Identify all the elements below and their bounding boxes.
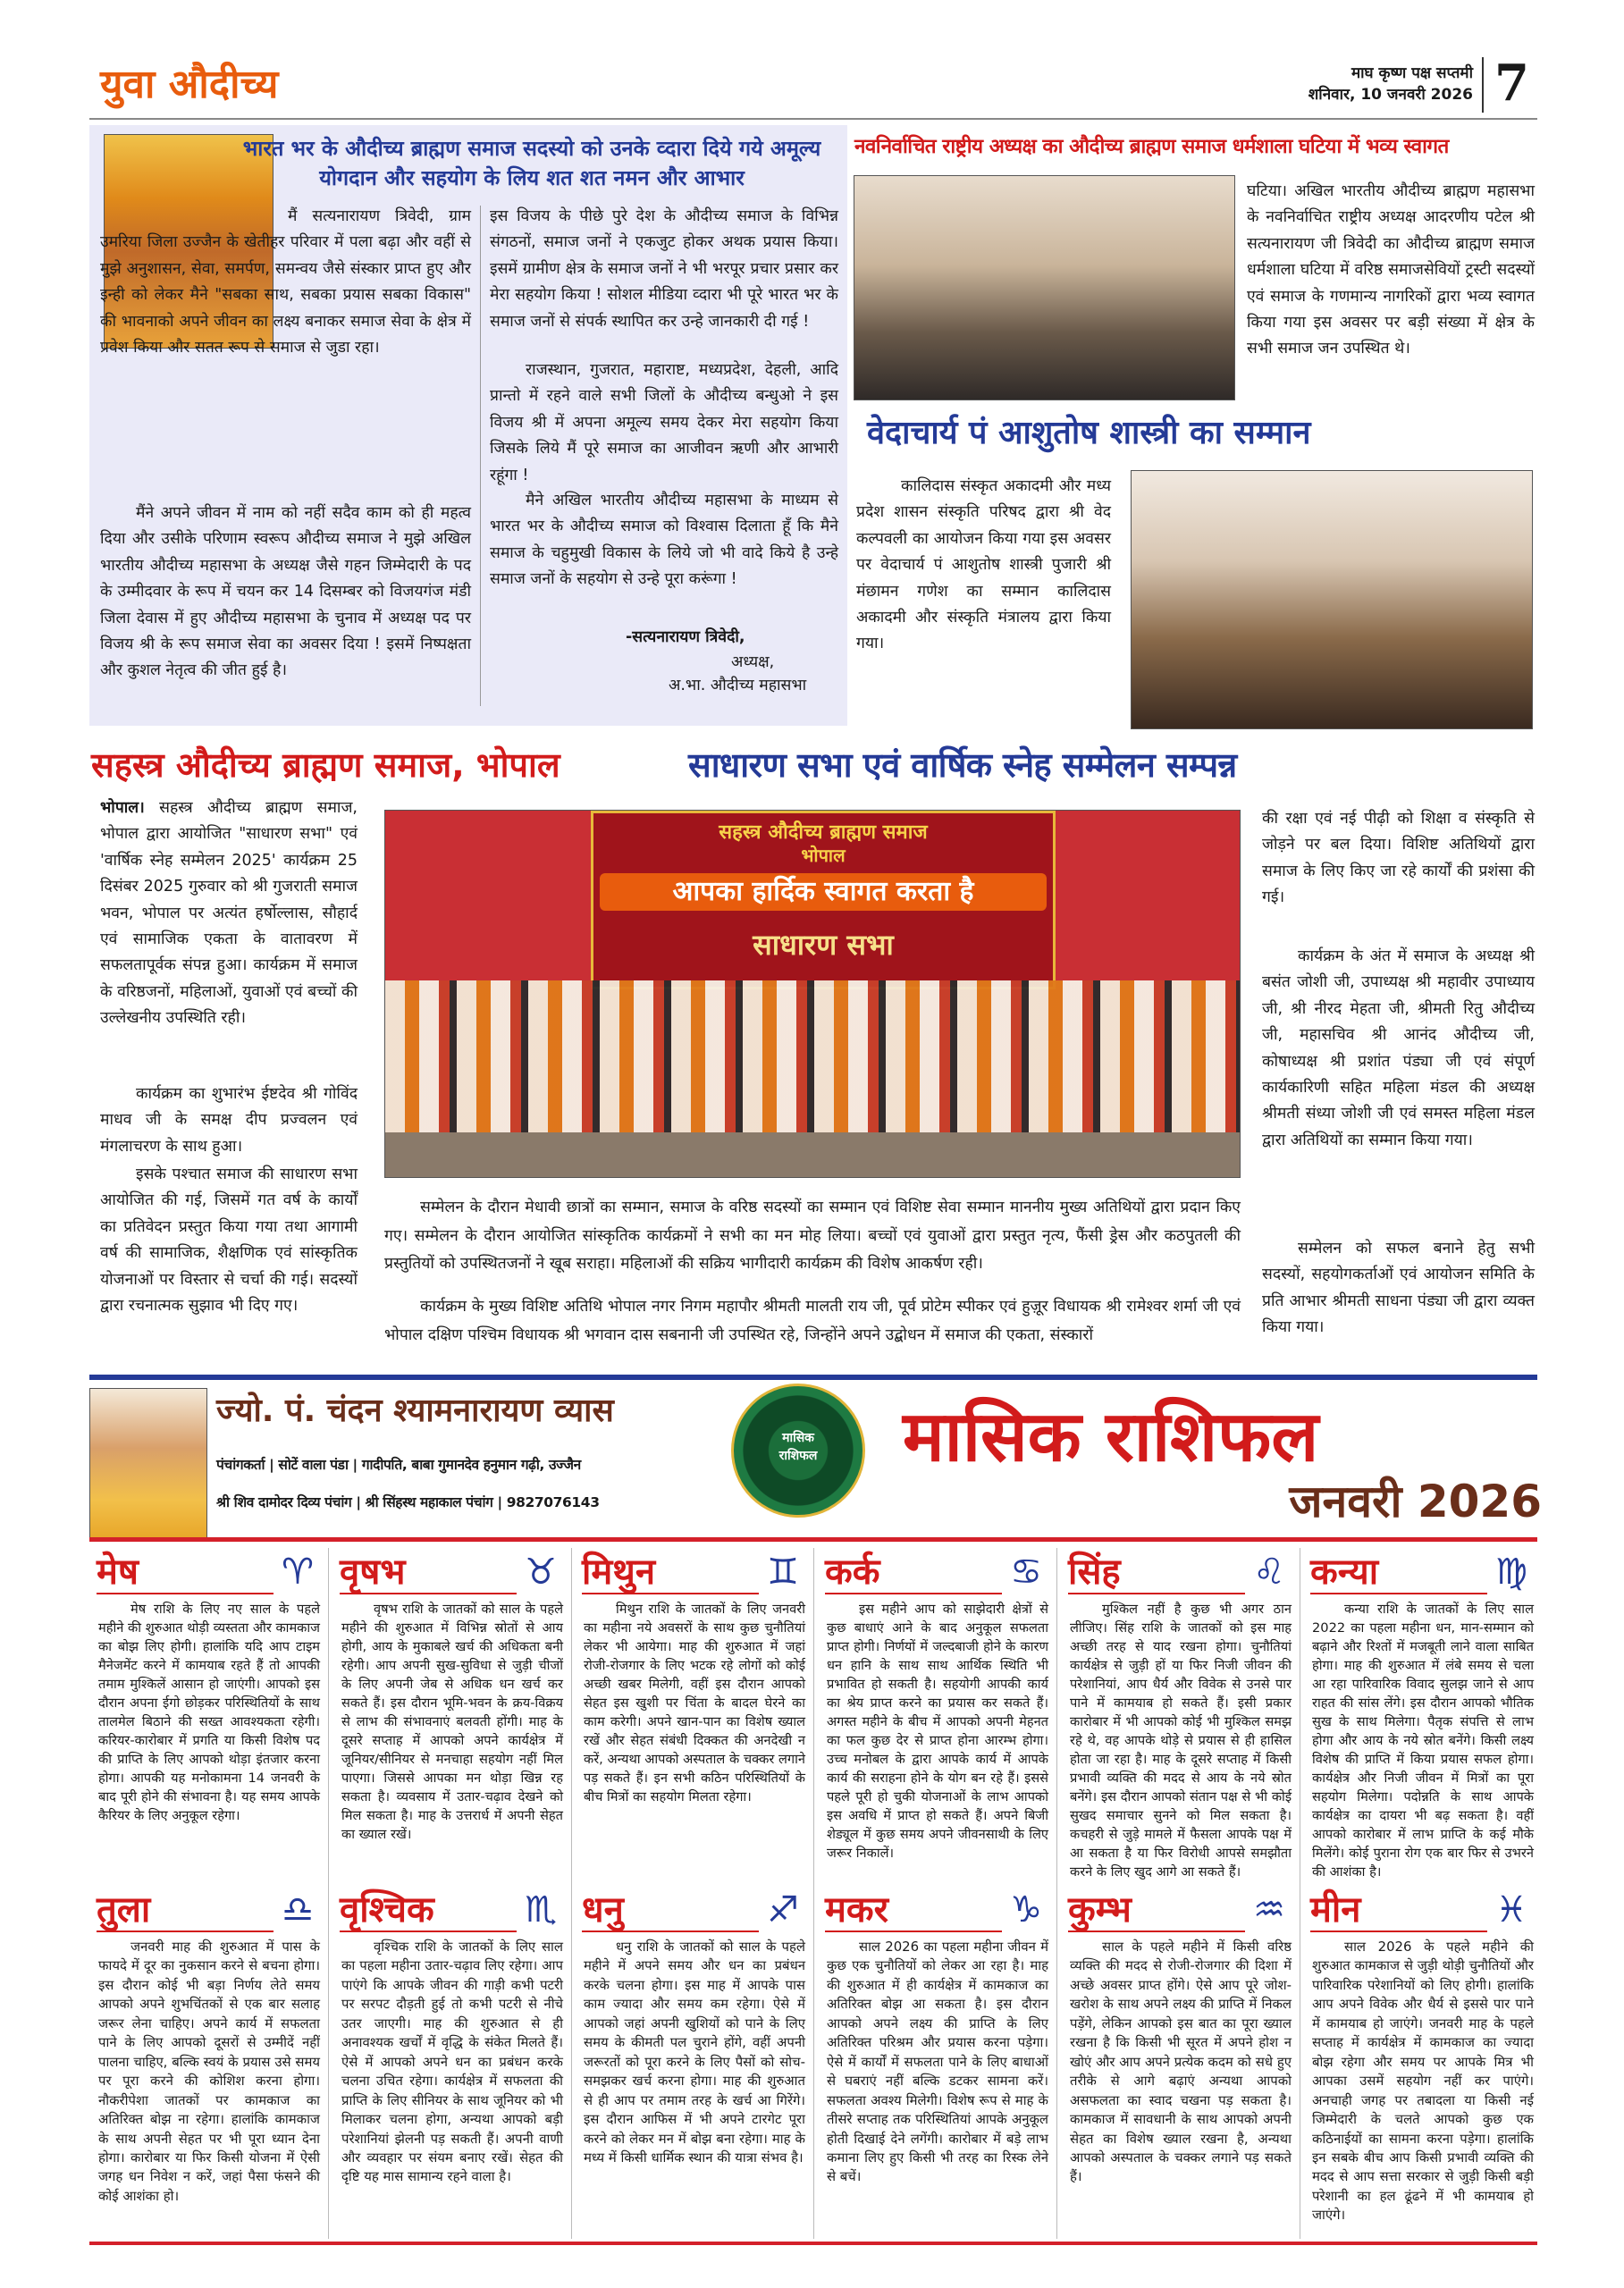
- signature-org: अ.भा. औदीच्य महासभा: [669, 677, 807, 694]
- rashi-name: मिथुन: [582, 1552, 656, 1593]
- rashi-card: [1061, 1886, 1300, 2239]
- rashi-prediction: इस महीने आप को साझेदारी क्षेत्रों से कुछ बाधाएं आने के बाद अनुकूल सफलता प्राप्त होगी। निर्णयों में जल्दबाजी होने के कारण धन हानि के साथ साथ आर्थिक स्थिति भी प्रभावित हो सकती है। सहयोगी आपकी कार्य का श्रेय प्राप्त करने का प्रयास कर सकते हैं। अगस्त महीने के बीच में आपको अपनी मेहनत का फल कुछ देर से प्राप्त होना आरम्भ होगा। उच्च मनोबल के द्वारा आपके कार्य में आपके कार्य की सराहना होने के योग बन रहे हैं। इससे पहले पूरी हो चुकी योजनाओं के लाभ आपको इस अवधि में प्राप्त हो सकते हैं। अपने बिजी शेड्यूल में कुछ समय अपने जीवनसाथी के लिए जरूर निकालें।: [827, 1602, 1048, 1861]
- rashi-name: धनु: [582, 1889, 624, 1930]
- zodiac-sign-icon: ♌: [1253, 1552, 1285, 1593]
- rashi-underline: [582, 1930, 759, 1932]
- zodiac-sign-icon: ♋: [1010, 1552, 1042, 1593]
- rashi-underline: [1310, 1593, 1487, 1594]
- article-thanks-headline: भारत भर के औदीच्य ब्राह्मण समाज सदस्यो को उनके व्दारा दिये गये अमूल्य योगदान और सहयोग के लिय शत शत नमन और आभार: [242, 136, 821, 191]
- bhopal-left-p1-text: सहस्त्र औदीच्य ब्राह्मण समाज, भोपाल द्वारा आयोजित "साधारण सभा" एवं 'वार्षिक स्नेह सम्मेलन 2025' कार्यक्रम 25 दिसंबर 2025 गुरुवार को श्री गुजराती समाज भवन, भोपाल पर अत्यंत हर्षोल्लास, सौहार्द एवं सामाजिक एकता के वातावरण में सफलतापूर्वक संपन्न हुआ। कार्यक्रम में समाज के वरिष्ठजनों, महिलाओं, युवाओं एवं बच्चों की उल्लेखनीय उपस्थिति रही।: [100, 799, 358, 1028]
- rashi-underline: [1310, 1930, 1487, 1932]
- rashi-card: [1061, 1548, 1300, 1886]
- honor-event-photo: [1131, 470, 1533, 729]
- rashi-card: [1303, 1886, 1543, 2239]
- bhopal-left-p1: [100, 795, 358, 1032]
- wheel-label-1: मासिक: [782, 1431, 814, 1445]
- date-day: शनिवार, 10 जनवरी 2026: [1308, 86, 1473, 104]
- rashi-prediction: जनवरी माह की शुरुआत में पास के फायदे में दूर का नुकसान करने से बचना होगा। इस दौरान कोई भी बड़ा निर्णय लेते समय आपको अपने शुभचिंतकों से एक बार सलाह जरूर लेना चाहिए। अपने कार्य में सफलता पाने के लिए आपको दूसरों से उम्मीदें नहीं पालना चाहिए, बल्कि स्वयं के प्रयास उसे समय पर पूरा करने की कोशिश करना होगा। नौकरीपेशा जातकों पर कामकाज का अतिरिक्त बोझ ना रहेगा। हालांकि कामकाज के साथ अपनी सेहत पर भी पूरा ध्यान देना होगा। कारोबार या फिर किसी योजना में ऐसी जगह धन निवेश न करें, जहां पैसा फंसने की कोई आशंका हो।: [98, 1939, 320, 2204]
- rashi-prediction: मुश्किल नहीं है कुछ भी अगर ठान लीजिए। सिंह राशि के जातकों को इस माह अच्छी तरह से याद रखना होगा। चुनौतियां कार्यक्षेत्र से जुड़ी हों या फिर निजी जीवन की परेशानियां, आप धैर्य और विवेक से उनसे पार पाने में कामयाब हो सकते हैं। इसी प्रकार कारोबार में भी आपको कोई भी मुश्किल समझ रहे थे, वह आपके थोड़े से प्रयास से ही हासिल होता जा रहा है। माह के दूसरे सप्ताह में किसी प्रभावी व्यक्ति की मदद से आय के नये स्रोत बनेंगे। इस दौरान आपको संतान पक्ष से भी कोई सुखद समाचार सुनने को मिल सकता है। कचहरी से जुड़े मामले में फैसला आपके पक्ष में आ सकता है या फिर विरोधी आपसे समझौता करने के लिए खुद आगे आ सकते हैं।: [1070, 1602, 1292, 1880]
- rashi-card: [89, 1886, 329, 2239]
- article-thanks-col2-p2: राजस्थान, गुजरात, महाराष्ट, मध्यप्रदेश, देहली, आदि प्रान्तो में रहने वाले सभी जिलों के औदीच्य बन्धुओ ने इस विजय श्री में अपना अमूल्य समय देकर मेरा सहयोग किया जिसके लिये मैं पूरे समाज का आजीवन ऋणी और आभारी रहूंगा !: [490, 361, 838, 484]
- zodiac-sign-icon: ♎: [282, 1889, 314, 1930]
- zodiac-sign-icon: ♊: [767, 1552, 799, 1593]
- rashi-prediction: मिथुन राशि के जातकों के लिए जनवरी का महीना नये अवसरों के साथ कुछ चुनौतियां लेकर भी आयेगा। माह की शुरुआत में जहां रोजी-रोजगार के लिए भटक रहे लोगों को कोई अच्छी खबर मिलेगी, वहीं इस दौरान आपको सेहत इस खुशी पर चिंता के बादल घेरने का काम करेगी। अपने खान-पान का विशेष ख्याल रखें और सेहत संबंधी दिक्कत की अनदेखी न करें, अन्यथा आपको अस्पताल के चक्कर लगाने पड़ सकते हैं। इन सभी कठिन परिस्थितियों के बीच मित्रों का सहयोग मिलता रहेगा।: [584, 1602, 805, 1804]
- article-thanks-col1-p2: मैंने अपने जीवन में नाम को नहीं सदैव काम को ही महत्व दिया और उसीके परिणाम स्वरूप औदीच्य समाज ने मुझे अखिल भारतीय औदीच्य महासभा के अध्यक्ष जैसे गहन जिम्मेदारी के पद के उम्मीदवार के रूप में चयन कर 14 दिसम्बर को विजयगंज मंडी जिला देवास में हुए औदीच्य महासभा के चुनाव में अध्यक्ष पद पर विजय श्री के रूप समाज सेवा का अवसर दिया ! इसमें निष्पक्षता और कुशल नेतृत्व की जीत हुई है।: [100, 504, 471, 680]
- rashi-name: मेष: [97, 1552, 139, 1593]
- rashi-prediction: मेष राशि के लिए नए साल के पहले महीने की शुरुआत थोड़ी व्यस्तता और कामकाज का बोझ लिए होगी। हालांकि यदि आप टाइम मैनेजमेंट करने में कामयाब रहते हैं तो आपकी तमाम मुश्किलें आसान हो जाएंगी। आपको इस दौरान अपना ईगो छोड़कर परिस्थितियों के साथ तालमेल बिठाने की सख्त आवश्यकता रहेगी। करियर-कारोबार में प्रगति या किसी विशेष पद की प्राप्ति के लिए आपको थोड़ा इंतजार करना होगा। आपकी यह मनोकामना 14 जनवरी के बाद पूरी होने की संभावना है। यह समय आपके कैरियर के लिए अनुकूल रहेगा।: [98, 1602, 320, 1823]
- masthead: [100, 59, 395, 111]
- banner-sabha: साधारण सभा: [753, 928, 894, 962]
- brand-title: युवा औदीच्य: [100, 62, 279, 107]
- rashi-name: वृषभ: [340, 1552, 406, 1593]
- signature-name: -सत्यनारायण त्रिवेदी,: [626, 628, 745, 646]
- article-thanks-col2-p3: मैने अखिल भारतीय औदीच्य महासभा के माध्यम से भारत भर के औदीच्य समाज को विश्वास दिलाता हूँ कि मैने समाज के चहुमुखी विकास के लिये जो भी वादे किये है उन्हे समाज जनों के सहयोग से उन्हे पूरा करूंगा !: [490, 492, 838, 589]
- page-number: 7: [1494, 54, 1529, 113]
- astrologer-line3: श्री शिव दामोदर दिव्य पंचांग | श्री सिंहस्थ महाकाल पंचांग | 9827076143: [216, 1494, 600, 1510]
- article-welcome-headline: नवनिर्वाचित राष्ट्रीय अध्यक्ष का औदीच्य ब्राह्मण समाज धर्मशाला घटिया में भव्य स्वागत: [854, 135, 1449, 158]
- rashi-underline: [1068, 1593, 1245, 1594]
- rashi-name: मकर: [825, 1889, 888, 1930]
- rashifal-top-rule: [89, 1375, 1537, 1380]
- banner-line1: सहस्त्र औदीच्य ब्राह्मण समाज: [719, 821, 928, 844]
- article-thanks-col2-p1: इस विजय के पीछे पुरे देश के औदीच्य समाज के विभिन्न संगठनों, समाज जनों ने एकजुट होकर अथक प्रयास किया। इसमें ग्रामीण क्षेत्र के समाज जनों ने भी भरपूर प्रचार प्रसार कर मेरा सहयोग किया ! सोशल मीडिया व्दारा भी पूरे भारत भर के समाज जनों से संपर्क स्थापित कर उन्हे जानकारी दी गई !: [490, 207, 838, 331]
- bhopal-dateline: भोपाल।: [100, 799, 145, 817]
- rashi-card: [332, 1886, 572, 2239]
- rashi-name: मीन: [1310, 1889, 1361, 1930]
- article-honor-headline: वेदाचार्य पं आशुतोष शास्त्री का सम्मान: [867, 415, 1311, 451]
- rashifal-rule: [89, 1537, 1537, 1542]
- bhopal-mid-p1: सम्मेलन के दौरान मेधावी छात्रों का सम्मान, समाज के वरिष्ठ सदस्यों का सम्मान एवं विशिष्ट सेवा सम्मान माननीय मुख्य अतिथियों द्वारा प्रदान किए गए। सम्मेलन के दौरान आयोजित सांस्कृतिक कार्यक्रमों ने सभी का मन मोह लिया। बच्चों एवं युवाओं द्वारा प्रस्तुत नृत्य, फैंसी ड्रेस और कठपुतली की प्रस्तुतियों को उपस्थितजनों ने खूब सराहा। महिलाओं की सक्रिय भागीदारी कार्यक्रम की विशेष आकर्षण रही।: [384, 1199, 1241, 1273]
- rashi-name: कर्क: [825, 1552, 880, 1593]
- rashi-name: सिंह: [1068, 1552, 1121, 1593]
- bhopal-right-p1: की रक्षा एवं नई पीढ़ी को शिक्षा व संस्कृति से जोड़ने पर बल दिया। विशिष्ट अतिथियों द्वारा समाज के लिए किए जा रहे कार्यों की प्रशंसा की गई।: [1262, 810, 1535, 907]
- bhopal-headline-left: सहस्त्र औदीच्य ब्राह्मण समाज, भोपाल: [91, 745, 560, 785]
- astrologer-photo: [89, 1388, 207, 1538]
- zodiac-sign-icon: ♐: [767, 1889, 799, 1930]
- article-welcome-body: घटिया। अखिल भारतीय औदीच्य ब्राह्मण महासभा के नवनिर्वाचित राष्ट्रीय अध्यक्ष आदरणीय पटेल श्री सत्यनारायण जी त्रिवेदी का औदीच्य ब्राह्मण समाज धर्मशाला घटिया में वरिष्ठ समाजसेवियों ट्रस्टी सदस्यों एवं समाज के गणमान्य नागरिकों द्वारा भव्य स्वागत किया गया इस अवसर पर बड़ी संख्या में क्षेत्र के सभी समाज जन उपस्थित थे।: [1247, 182, 1535, 358]
- rashi-name: कन्या: [1310, 1552, 1379, 1593]
- rashi-prediction: साल के पहले महीने में किसी वरिष्ठ व्यक्ति की मदद से रोजी-रोजगार की दिशा में अच्छे अवसर प्राप्त होंगे। ऐसे आप पूरे जोश-खरोश के साथ अपने लक्ष्य की प्राप्ति में निकल पड़ेंगे, लेकिन आपको इस बात का पूरा ख्याल रखना है कि किसी भी सूरत में अपने होश न खोएं और आप अपने प्रत्येक कदम को सधे हुए तरीके से आगे बढ़ाएं अन्यथा आपको असफलता का स्वाद चखना पड़ सकता है। कामकाज में सावधानी के साथ आपको अपनी सेहत का विशेष ख्याल रखना है, अन्यथा आपको अस्पताल के चक्कर लगाने पड़ सकते हैं।: [1070, 1939, 1292, 2185]
- zodiac-sign-icon: ♑: [1010, 1889, 1042, 1930]
- astrologer-name: ज्यो. पं. चंदन श्यामनारायण व्यास: [216, 1392, 614, 1429]
- rashi-prediction: कन्या राशि के जातकों के लिए साल 2022 का पहला महीना धन, मान-सम्मान को बढ़ाने और रिश्तों में मजबूती लाने वाला साबित होगा। माह की शुरुआत में लंबे समय से चला आ रहा पारिवारिक विवाद सुलझ जाने से आप राहत की सांस लेंगे। इस दौरान आपको भौतिक सुख के साथ मिलेगा। पैतृक संपत्ति से लाभ होगा और आय के नये स्रोत बनेंगे। किसी लक्ष्य विशेष की प्राप्ति में किया प्रयास सफल होगा। कार्यक्षेत्र और निजी जीवन में मित्रों का पूरा सहयोग मिलेगा। पदोन्नति के साथ आपके कार्यक्षेत्र का दायरा भी बढ़ सकता है। वहीं आपको कारोबार में लाभ प्राप्ति के कई मौके मिलेंगे। कोई पुराना रोग एक बार फिर से उभरने की आशंका है।: [1312, 1602, 1534, 1880]
- rashi-underline: [1068, 1930, 1245, 1932]
- rashi-underline: [97, 1593, 273, 1594]
- zodiac-sign-icon: ♓: [1495, 1889, 1527, 1930]
- rashi-card: [1303, 1548, 1543, 1886]
- bhopal-left-p2: कार्यक्रम का शुभारंभ ईष्टदेव श्री गोविंद माधव जी के समक्ष दीप प्रज्वलन एवं मंगलाचरण के साथ हुआ।: [100, 1085, 358, 1156]
- zodiac-sign-icon: ♏: [525, 1889, 557, 1930]
- header-divider: [1482, 57, 1484, 113]
- date-tithi: माघ कृष्ण पक्ष सप्तमी: [1351, 64, 1473, 82]
- banner-welcome: आपका हार्दिक स्वागत करता है: [600, 873, 1047, 911]
- rashi-underline: [825, 1930, 1002, 1932]
- zodiac-wheel-center: [771, 1429, 825, 1474]
- bhopal-group-photo: [384, 810, 1241, 1178]
- bhopal-right-p2: कार्यक्रम के अंत में समाज के अध्यक्ष श्री बसंत जोशी जी, उपाध्यक्ष श्री महावीर उपाध्याय जी, श्री नीरद मेहता जी, श्रीमती रितु औदीच्य जी, महासचिव श्री आनंद औदीच्य जी, कोषाध्यक्ष श्री प्रशांत पंड्या जी एवं संपूर्ण कार्यकारिणी सहित महिला मंडल की अध्यक्ष श्रीमती संध्या जोशी जी एवं समस्त महिला मंडल द्वारा अतिथियों का सम्मान किया गया।: [1262, 947, 1535, 1149]
- rashi-card: [818, 1886, 1057, 2239]
- zodiac-sign-icon: ♈: [282, 1552, 314, 1593]
- header-rule: [89, 118, 1537, 120]
- rashi-card: [332, 1548, 572, 1886]
- bhopal-headline-right: साधारण सभा एवं वार्षिक स्नेह सम्मेलन सम्पन्न: [688, 745, 1237, 785]
- rashi-prediction: वृश्चिक राशि के जातकों के लिए साल का पहला महीना उतार-चढ़ाव लिए रहेगा। आप पाएंगे कि आपके जीवन की गाड़ी कभी पटरी पर सरपट दौड़ती हुई तो कभी पटरी से नीचे उतर जाएगी। माह की शुरुआत से ही अनावश्यक खर्चों में वृद्धि के संकेत मिलते हैं। ऐसे में आपको अपने धन का प्रबंधन करके चलना उचित रहेगा। कार्यक्षेत्र में सफलता की प्राप्ति के लिए सीनियर के साथ जूनियर को भी मिलाकर चलना होगा, अन्यथा आपको बड़ी परेशानियां झेलनी पड़ सकती हैं। अपनी वाणी और व्यवहार पर संयम बनाए रखें। सेहत की दृष्टि यह मास सामान्य रहने वाला है।: [341, 1939, 563, 2185]
- rashi-underline: [825, 1593, 1002, 1594]
- rashifal-title: मासिक राशिफल: [903, 1397, 1319, 1477]
- wheel-label-2: राशिफल: [778, 1449, 818, 1463]
- article-thanks-col1-p1: मैं सत्यनारायण त्रिवेदी, ग्राम उमरिया जिला उज्जैन के खेतीहर परिवार में पला बढ़ा और वहीं से मुझे अनुशासन, सेवा, समर्पण, समन्वय जैसे संस्कार प्राप्त हुए और इन्ही को लेकर मैने "सबका साथ, सबका प्रयास सबका विकास" की भावनाको अपने जीवन का लक्ष्य बनाकर समाज सेवा के क्षेत्र में प्रवेश किया और सतत रूप से समाज से जुडा रहा।: [100, 207, 471, 357]
- bottom-rule: [89, 2242, 1537, 2245]
- bhopal-right-p3: सम्मेलन को सफल बनाने हेतु सभी सदस्यों, सहयोगकर्ताओं एवं आयोजन समिति के प्रति आभार श्रीमती साधना पंड्या जी द्वारा व्यक्त किया गया।: [1262, 1240, 1535, 1337]
- bhopal-mid-p2: कार्यक्रम के मुख्य विशिष्ट अतिथि भोपाल नगर निगम महापौर श्रीमती मालती राय जी, पूर्व प्रोटेम स्पीकर एवं हुज़ूर विधायक श्री रामेश्वर शर्मा जी एवं भोपाल दक्षिण पश्चिम विधायक श्री भगवान दास सबनानी जी उपस्थित रहे, जिन्होंने अपने उद्बोधन में समाज की एकता, संस्कारों: [384, 1298, 1241, 1344]
- rashi-name: वृश्चिक: [340, 1889, 434, 1930]
- rashi-card: [575, 1548, 814, 1886]
- welcome-event-photo: [854, 175, 1235, 400]
- rashi-underline: [340, 1930, 517, 1932]
- banner-line2: भोपाल: [801, 845, 846, 866]
- rashi-prediction: वृषभ राशि के जातकों को साल के पहले महीने की शुरुआत में विभिन्न स्रोतों से आय होगी, आय के मुकाबले खर्च की अधिकता बनी रहेगी। आप अपनी सुख-सुविधा से जुड़ी चीजों के लिए अपनी जेब से अधिक धन खर्च कर सकते हैं। इस दौरान भूमि-भवन के क्रय-विक्रय से लाभ की संभावनाएं बलवती होंगी। माह के दूसरे सप्ताह में आपको अपने कार्यक्षेत्र में जूनियर/सीनियर से मनचाहा सहयोग नहीं मिल पाएगा। जिससे आपका मन थोड़ा खिन्न रह सकता है। व्यवसाय में उतार-चढ़ाव देखने को मिल सकता है। माह के उत्तरार्ध में अपनी सेहत का ख्याल रखें।: [341, 1602, 563, 1842]
- rashi-name: कुम्भ: [1068, 1889, 1132, 1930]
- rashi-prediction: साल 2026 का पहला महीना जीवन में कुछ एक चुनौतियों को लेकर आ रहा है। माह की शुरुआत में ही कार्यक्षेत्र में कामकाज का अतिरिक्त बोझ आ सकता है। इस दौरान आपको अपने लक्ष्य की प्राप्ति के लिए अतिरिक्त परिश्रम और प्रयास करना पड़ेगा। ऐसे में कार्यों में सफलता पाने के लिए बाधाओं से घबराएं नहीं बल्कि डटकर सामना करें। सफलता अवश्य मिलेगी। विशेष रूप से माह के तीसरे सप्ताह तक परिस्थितियां आपके अनुकूल होती दिखाई देने लगेंगी। कारोबार में बड़े लाभ कमाना लिए हुए किसी भी तरह का रिस्क लेने से बचें।: [827, 1939, 1048, 2185]
- zodiac-sign-icon: ♍: [1495, 1552, 1527, 1593]
- zodiac-wheel: [731, 1384, 865, 1518]
- rashi-underline: [340, 1593, 517, 1594]
- bhopal-left-p3: इसके पश्चात समाज की साधारण सभा आयोजित की गई, जिसमें गत वर्ष के कार्यों का प्रतिवेदन प्रस्तुत किया गया तथा आगामी वर्ष की सामाजिक, शैक्षणिक एवं सांस्कृतिक योजनाओं पर विस्तार से चर्चा की गई। सदस्यों द्वारा रचनात्मक सुझाव भी दिए गए।: [100, 1165, 358, 1315]
- rashi-card: [575, 1886, 814, 2239]
- rashi-underline: [582, 1593, 759, 1594]
- floor-strip: [385, 1132, 1241, 1178]
- astrologer-line2: पंचांगकर्ता | सोटें वाला पंडा | गादीपति, बाबा गुमानदेव हनुमान गढ़ी, उज्जैन: [216, 1457, 581, 1473]
- rashi-underline: [97, 1930, 273, 1932]
- rashi-name: तुला: [97, 1889, 151, 1930]
- rashi-prediction: धनु राशि के जातकों को साल के पहले महीने में अपने समय और धन का प्रबंधन करके चलना होगा। इस माह में आपके पास काम ज्यादा और समय कम रहेगा। ऐसे में आपको जहां अपनी खुशियों को पाने के लिए समय के कीमती पल चुराने होंगे, वहीं अपनी जरूरतों को पूरा करने के लिए पैसों को सोच-समझकर खर्च करना होगा। माह की शुरुआत से ही आप पर तमाम तरह के खर्च आ गिरेंगे। इस दौरान आफिस में भी अपने टारगेट पूरा करने को लेकर मन में बोझ बना रहेगा। माह के मध्य में किसी धार्मिक स्थान की यात्रा संभव है।: [584, 1939, 805, 2166]
- rashifal-subtitle: जनवरी 2026: [1289, 1476, 1542, 1527]
- rashi-card: [818, 1548, 1057, 1886]
- rashi-card: [89, 1548, 329, 1886]
- rashi-prediction: साल 2026 के पहले महीने की शुरुआत कामकाज से जुड़ी थोड़ी चुनौतियों और पारिवारिक परेशानियों को लिए होगी। हालांकि आप अपने विवेक और धैर्य से इससे पार पाने में कामयाब हो जाएंगे। जनवरी माह के पहले सप्ताह में कार्यक्षेत्र में कामकाज का ज्यादा बोझ रहेगा और समय पर आपके मित्र भी आपका उसमें सहयोग नहीं कर पाएंगे। अनचाही जगह पर तबादला या किसी नई जिम्मेदारी के चलते आपको कुछ एक कठिनाईयों का सामना करना पड़ेगा। हालांकि इन सबके बीच आप किसी प्रभावी व्यक्ति की मदद से आप सत्ता सरकार से जुड़ी किसी बड़ी परेशानी का हल ढूंढने में भी कामयाब हो जाएंगे।: [1312, 1939, 1534, 2224]
- zodiac-sign-icon: ♒: [1253, 1889, 1285, 1930]
- signature-title: अध्यक्ष,: [731, 653, 775, 671]
- article-thanks-col-divider: [480, 206, 481, 706]
- date-block: [1250, 63, 1473, 109]
- article-honor-body: कालिदास संस्कृत अकादमी और मध्य प्रदेश शासन संस्कृति परिषद द्वारा श्री वेद कल्पवली का आयोजन किया गया इस अवसर पर वेदाचार्य पं आशुतोष शास्त्री पुजारी श्री मंछामन गणेश का सम्मान कालिदास अकादमी और संस्कृति मंत्रालय द्वारा किया गया।: [856, 477, 1111, 653]
- zodiac-sign-icon: ♉: [525, 1552, 557, 1593]
